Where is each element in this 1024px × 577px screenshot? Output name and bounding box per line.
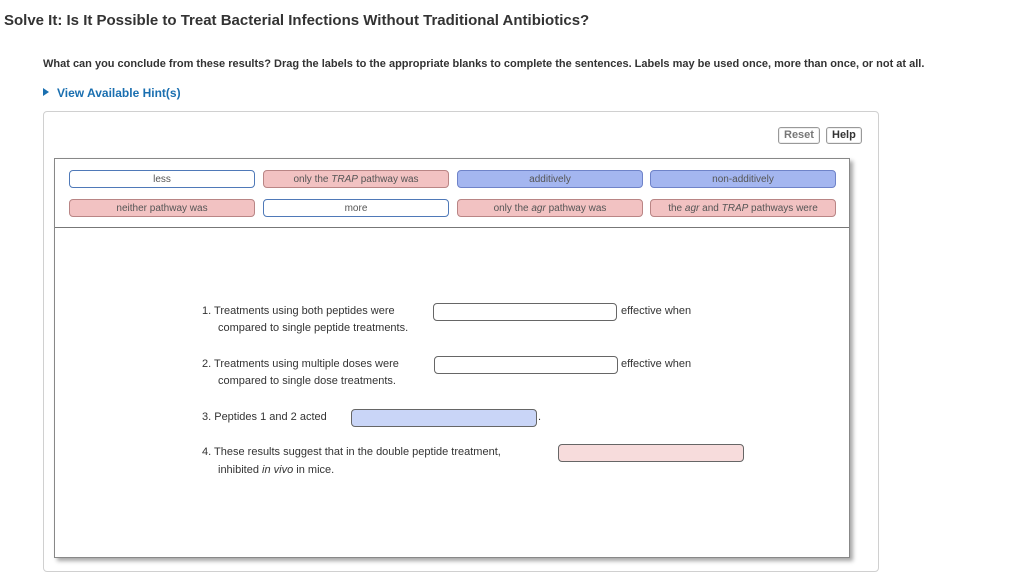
label-more[interactable]: more xyxy=(263,199,449,217)
q1-blank[interactable] xyxy=(433,303,617,321)
q1-line2: compared to single peptide treatments. xyxy=(218,322,409,334)
q2-after: effective when xyxy=(621,358,692,370)
q3-after: . xyxy=(538,411,542,423)
label-agr-and-trap-pathways[interactable]: the agr and TRAP pathways were xyxy=(650,199,836,217)
q2-blank[interactable] xyxy=(434,356,618,374)
reset-button[interactable]: Reset xyxy=(778,127,820,144)
instructions: What can you conclude from these results? Drag the labels to the appropriate blanks to complete the sentences. Labels may be used once, more than once, or not at all. xyxy=(43,58,925,70)
q2-line2: compared to single dose treatments. xyxy=(218,375,396,387)
expand-arrow-icon xyxy=(43,88,49,96)
help-button[interactable]: Help xyxy=(826,127,862,144)
q4-line2: inhibited in vivo in mice. xyxy=(218,464,335,476)
view-hints-link[interactable] xyxy=(43,86,181,100)
drag-drop-area xyxy=(54,158,850,558)
page-title: Solve It: Is It Possible to Treat Bacterial Infections Without Traditional Antibiotics? xyxy=(4,12,590,29)
activity-panel xyxy=(43,111,879,572)
q4-text: 4. These results suggest that in the double peptide treatment, xyxy=(202,446,501,458)
label-bank xyxy=(55,159,849,228)
label-less[interactable]: less xyxy=(69,170,255,188)
label-neither-pathway[interactable]: neither pathway was xyxy=(69,199,255,217)
view-hints-label: View Available Hint(s) xyxy=(57,86,181,100)
label-additively[interactable]: additively xyxy=(457,170,643,188)
q3-blank[interactable] xyxy=(351,409,537,427)
label-only-agr-pathway[interactable]: only the agr pathway was xyxy=(457,199,643,217)
q2-text: 2. Treatments using multiple doses were xyxy=(202,358,399,370)
q1-text: 1. Treatments using both peptides were xyxy=(202,305,395,317)
label-only-trap-pathway[interactable]: only the TRAP pathway was xyxy=(263,170,449,188)
q3-text: 3. Peptides 1 and 2 acted xyxy=(202,411,327,423)
q4-blank[interactable] xyxy=(558,444,744,462)
q1-after: effective when xyxy=(621,305,692,317)
label-non-additively[interactable]: non-additively xyxy=(650,170,836,188)
